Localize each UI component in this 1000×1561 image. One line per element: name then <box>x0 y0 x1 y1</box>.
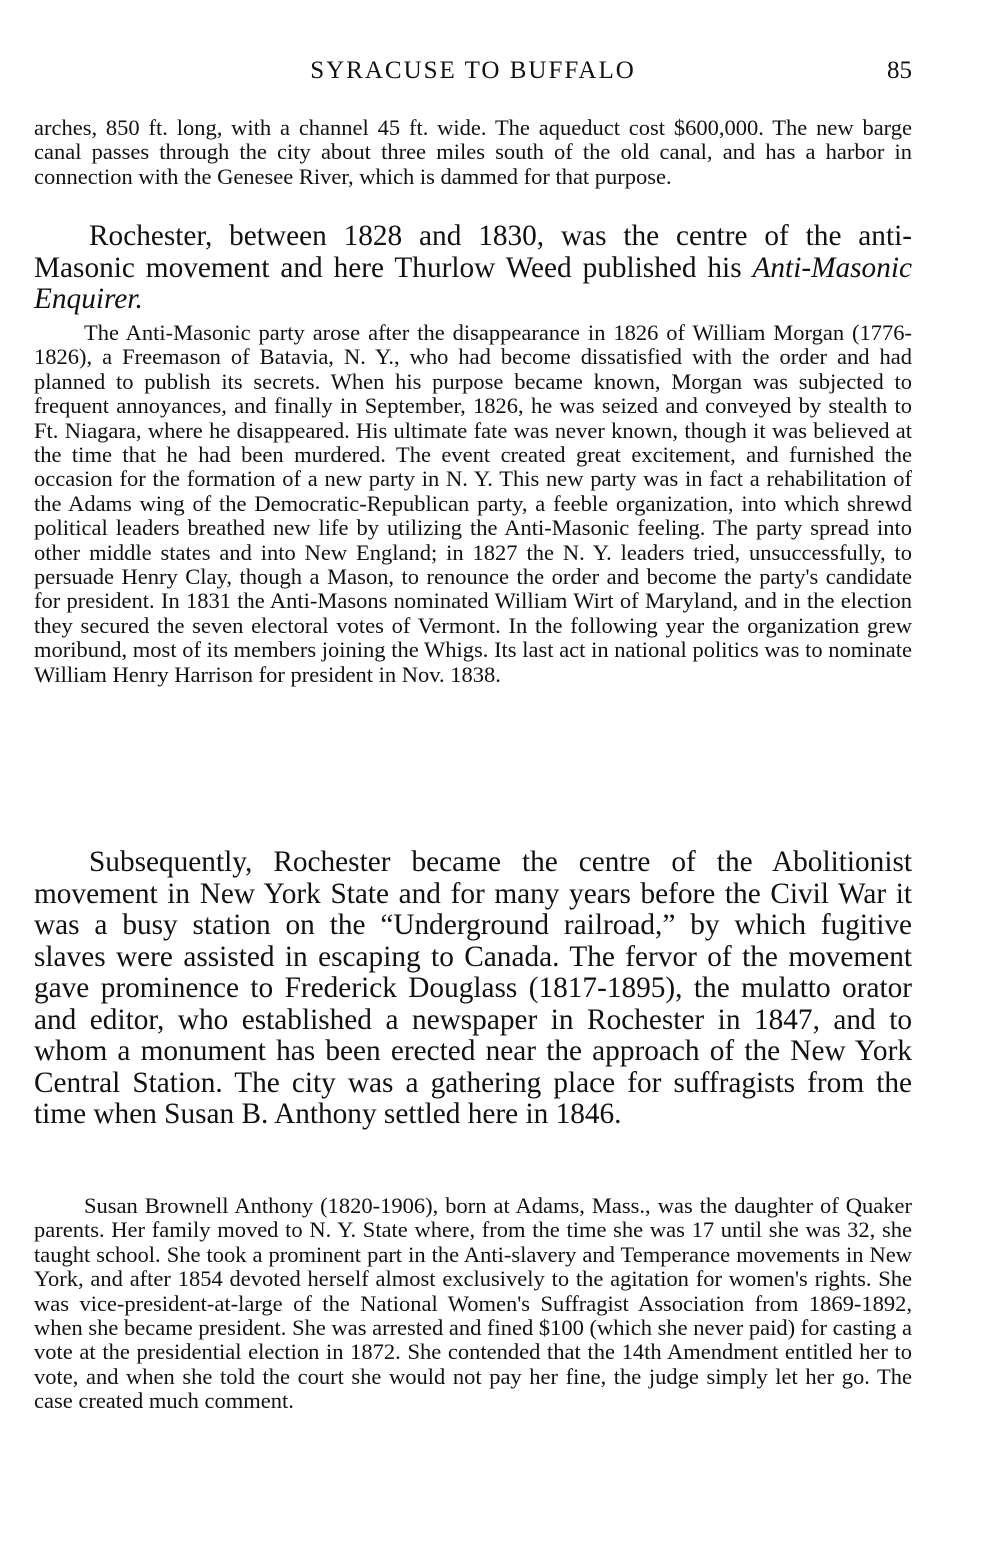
paragraph-abolitionist-movement: Subsequently, Rochester became the centre of the Abolitionist movement in New York State and for many years before the Civil War it was a busy station on the “Underground railroad,” by which fugitive slaves were assisted in escaping to Canada. The fervor of the movement gave prominence to Frederick Douglass (1817-1895), the mulatto orator and editor, who established a newspaper in Rochester in 1847, and to whom a monument has been erected near the approach of the New York Central Station. The city was a gathering place for suffragists from the time when Susan B. Anthony settled here in 1846. <box>34 846 912 1130</box>
note-susan-b-anthony: Susan Brownell Anthony (1820-1906), born at Adams, Mass., was the daughter of Quaker parents. Her family moved to N. Y. State where, from the time she was 17 until she was 32, she taught school. She took a prominent part in the Anti-slavery and Temperance movements in New York, and after 1854 devoted herself almost exclusively to the agitation for women's rights. She was vice-president-at-large of the National Women's Suffragist Association from 1869-1892, when she became president. She was arrested and fined $100 (which she never paid) for casting a vote at the presidential election in 1872. She contended that the 14th Amendment entitled her to vote, and when she told the court she would not pay her fine, the judge simply let her go. The case created much comment. <box>34 1193 912 1414</box>
page-number: 85 <box>887 57 912 84</box>
paragraph-text: Rochester, between 1828 and 1830, was the centre of the anti-Masonic movement and here Thurlow Weed published his <box>34 220 912 284</box>
publication-title: Anti-Masonic Enquirer. <box>34 251 912 315</box>
paragraph-aqueduct-continued: arches, 850 ft. long, with a channel 45 ft. wide. The aqueduct cost $600,000. The new barge canal passes through the city about three miles south of the old canal, and has a harbor in connection with the Genesee River, which is dammed for that purpose. <box>34 115 912 189</box>
running-title: SYRACUSE TO BUFFALO <box>310 57 636 84</box>
paragraph-anti-masonic-centre <box>34 221 912 316</box>
page-header <box>34 54 912 88</box>
note-anti-masonic-party: The Anti-Masonic party arose after the disappearance in 1826 of William Morgan (1776-1826), a Freemason of Batavia, N. Y., who had become dissatisfied with the order and had planned to publish its secrets. When his purpose became known, Morgan was subjected to frequent annoyances, and finally in September, 1826, he was seized and conveyed by stealth to Ft. Niagara, where he disappeared. His ultimate fate was never known, though it was believed at the time that he had been murdered. The event created great excitement, and furnished the occasion for the formation of a new party in N. Y. This new party was in fact a rehabilitation of the Adams wing of the Democratic-Republican party, a feeble organization, into which shrewd political leaders breathed new life by utilizing the Anti-Masonic feeling. The party spread into other middle states and into New England; in 1827 the N. Y. leaders tried, unsuccessfully, to persuade Henry Clay, though a Mason, to renounce the order and become the party's candidate for president. In 1831 the Anti-Masons nominated William Wirt of Maryland, and in the election they secured the seven electoral votes of Vermont. In the following year the organization grew moribund, most of its members joining the Whigs. Its last act in national politics was to nominate William Henry Harrison for president in Nov. 1838. <box>34 320 912 687</box>
